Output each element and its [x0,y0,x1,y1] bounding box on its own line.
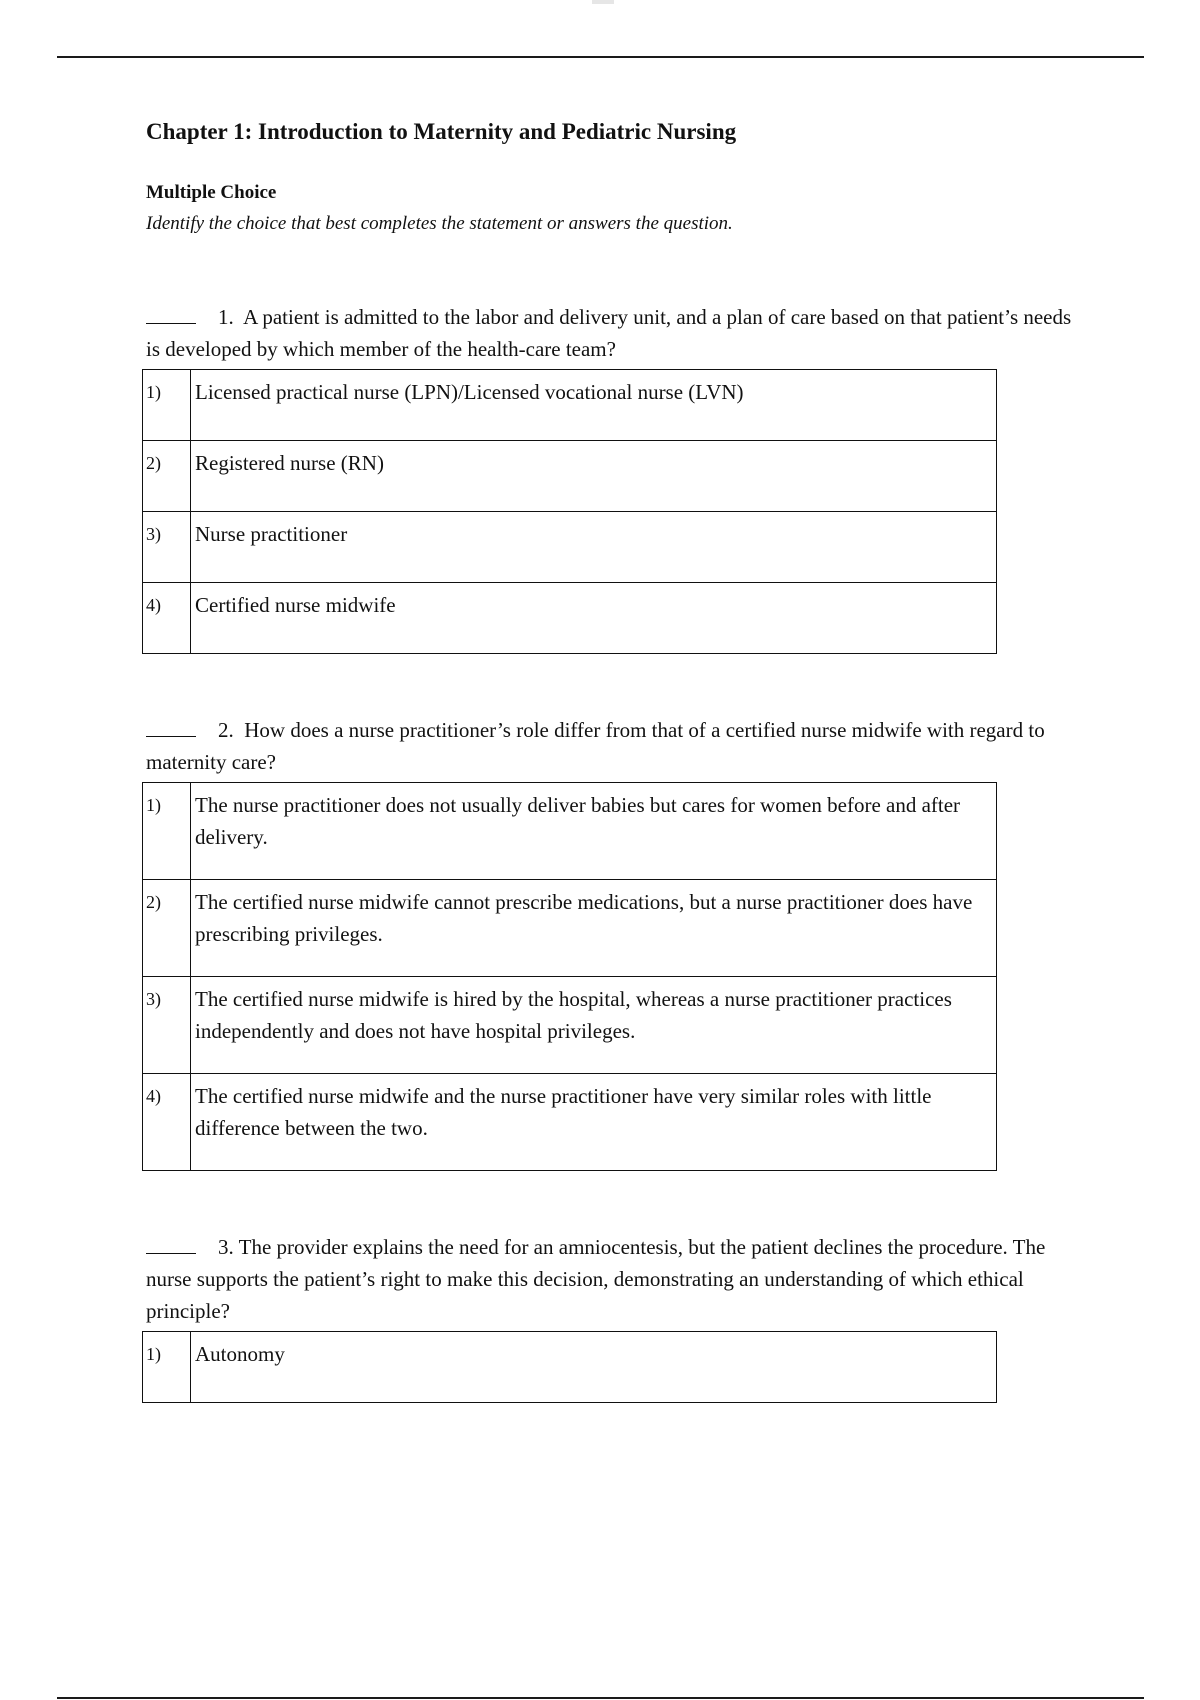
question-2 [146,714,1096,1171]
question-stem: A patient is admitted to the labor and delivery unit, and a plan of care based on that patient’s needs is developed by which member of the health-care team? [146,304,1072,361]
choice-text: Licensed practical nurse (LPN)/Licensed vocational nurse (LVN) [191,369,997,440]
choice-text: Certified nurse midwife [191,582,997,653]
choice-label: 3) [143,511,191,582]
choices-table [142,782,997,1171]
question-text [146,714,1086,778]
choice-text: Registered nurse (RN) [191,440,997,511]
choice-text: The certified nurse midwife and the nurse practitioner have very similar roles with little difference between the two. [191,1073,997,1170]
choice-label: 4) [143,582,191,653]
question-number: 2. [218,717,234,742]
choice-text: The certified nurse midwife is hired by the hospital, whereas a nurse practitioner practices independently and does not have hospital privileges. [191,976,997,1073]
choice-label: 3) [143,976,191,1073]
choice-text: Autonomy [191,1331,997,1402]
choice-row[interactable] [143,879,997,976]
question-number: 3. [218,1234,234,1259]
question-1 [146,301,1096,654]
answer-blank[interactable] [146,718,196,737]
choice-label: 1) [143,782,191,879]
choice-row[interactable] [143,1073,997,1170]
question-stem: How does a nurse practitioner’s role differ from that of a certified nurse midwife with regard to maternity care? [146,717,1045,774]
chapter-title: Chapter 1: Introduction to Maternity and Pediatric Nursing [146,119,737,144]
question-text [146,1231,1086,1327]
choice-text: The certified nurse midwife cannot prescribe medications, but a nurse practitioner does have prescribing privileges. [191,879,997,976]
question-3 [146,1231,1096,1403]
choice-row[interactable] [143,511,997,582]
choice-text: Nurse practitioner [191,511,997,582]
choice-text: The nurse practitioner does not usually deliver babies but cares for women before and after delivery. [191,782,997,879]
question-stem: The provider explains the need for an amniocentesis, but the patient declines the procedure. The nurse supports the patient’s right to make this decision, demonstrating an understanding of which ethical principle? [146,1234,1046,1323]
document-body [146,118,1096,1403]
choice-row[interactable] [143,782,997,879]
choices-table [142,369,997,654]
choice-label: 1) [143,369,191,440]
choice-label: 2) [143,879,191,976]
choice-row[interactable] [143,582,997,653]
instructions: Identify the choice that best completes the statement or answers the question. [146,213,733,235]
top-page-mark [592,0,614,4]
choice-row[interactable] [143,976,997,1073]
choice-label: 1) [143,1331,191,1402]
answer-blank[interactable] [146,1235,196,1254]
footer-rule [57,1697,1144,1699]
header-rule [57,56,1144,58]
choice-row[interactable] [143,1331,997,1402]
choice-row[interactable] [143,369,997,440]
answer-blank[interactable] [146,305,196,324]
question-text [146,301,1086,365]
choice-label: 2) [143,440,191,511]
question-number: 1. [218,304,234,329]
choice-label: 4) [143,1073,191,1170]
choice-row[interactable] [143,440,997,511]
section-title: Multiple Choice [146,181,277,203]
choices-table [142,1331,997,1403]
